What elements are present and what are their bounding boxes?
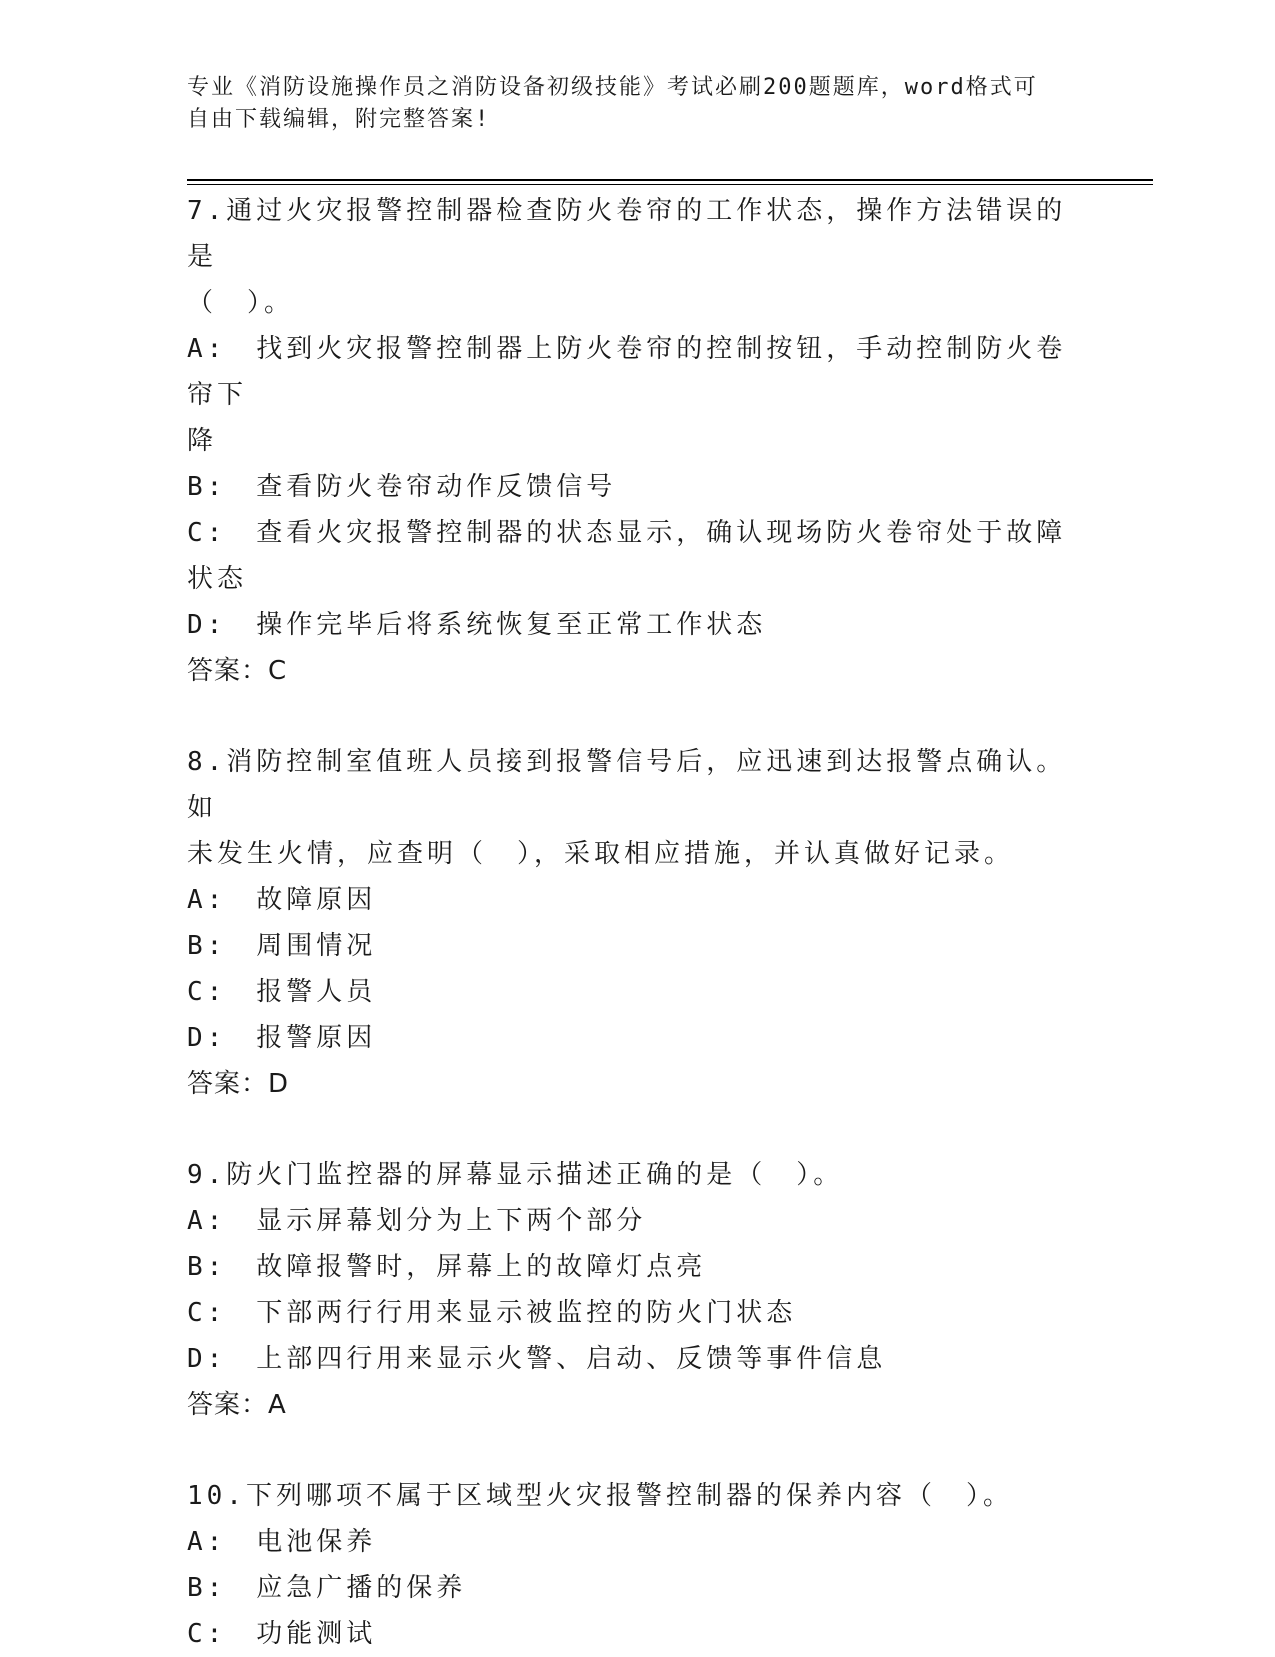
question-text-continued: （ ）。 [187, 288, 295, 318]
option-d: D: 上部四行用来显示火警、启动、反馈等事件信息 [187, 1344, 887, 1374]
answer-label: 答案：C [187, 656, 288, 686]
option-c: C: 查看火灾报警控制器的状态显示，确认现场防火卷帘处于故障状态 [187, 518, 1067, 594]
option-b: B: 应急广播的保养 [187, 1573, 467, 1603]
question-7 [187, 188, 1087, 694]
option-d: D: 操作完毕后将系统恢复至正常工作状态 [187, 610, 767, 640]
option-c: C: 报警人员 [187, 977, 377, 1007]
header-line-1: 专业《消防设施操作员之消防设备初级技能》考试必刷200题题库，word格式可 [187, 75, 1038, 100]
option-d: D: 报警原因 [187, 1023, 377, 1053]
option-a: A: 电池保养 [187, 1527, 377, 1557]
option-b: B: 周围情况 [187, 931, 377, 961]
option-a: A: 找到火灾报警控制器上防火卷帘的控制按钮，手动控制防火卷帘下 [187, 334, 1067, 410]
header-divider-thick [187, 179, 1153, 181]
option-a: A: 显示屏幕划分为上下两个部分 [187, 1206, 647, 1236]
option-a: A: 故障原因 [187, 885, 377, 915]
option-b: B: 故障报警时，屏幕上的故障灯点亮 [187, 1252, 707, 1282]
question-text: 10.下列哪项不属于区域型火灾报警控制器的保养内容（ ）。 [187, 1481, 1013, 1511]
answer-label: 答案：A [187, 1390, 287, 1420]
option-b: B: 查看防火卷帘动作反馈信号 [187, 472, 617, 502]
question-text-continued: 未发生火情，应查明（ ），采取相应措施，并认真做好记录。 [187, 839, 1015, 869]
option-a-continued: 降 [187, 426, 218, 456]
question-text: 7.通过火灾报警控制器检查防火卷帘的工作状态，操作方法错误的是 [187, 196, 1067, 272]
option-c: C: 功能测试 [187, 1619, 377, 1649]
question-8 [187, 739, 1087, 1107]
question-10 [187, 1473, 1087, 1657]
answer-label: 答案：D [187, 1069, 290, 1099]
header-line-2: 自由下载编辑，附完整答案! [187, 107, 491, 132]
question-text: 8.消防控制室值班人员接到报警信号后，应迅速到达报警点确认。如 [187, 747, 1067, 823]
document-header [187, 72, 1067, 136]
question-9 [187, 1152, 1087, 1428]
question-list [187, 188, 1087, 1657]
option-c: C: 下部两行行用来显示被监控的防火门状态 [187, 1298, 797, 1328]
question-text: 9.防火门监控器的屏幕显示描述正确的是（ ）。 [187, 1160, 844, 1190]
header-divider-thin [187, 184, 1153, 185]
